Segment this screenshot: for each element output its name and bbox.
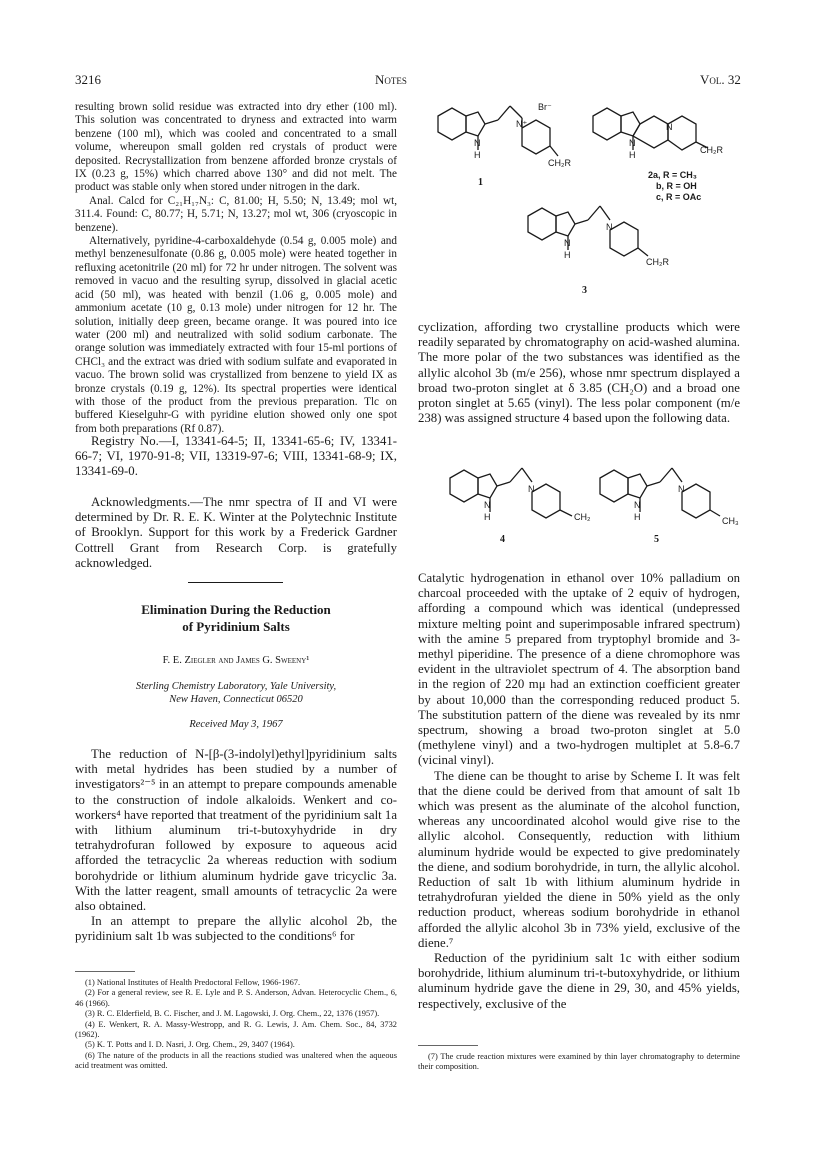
- bromide-label: Br⁻: [538, 102, 552, 112]
- indole-n-label: N: [629, 138, 636, 148]
- substituent-label: CH₃: [722, 516, 739, 526]
- previous-article-text: [75, 101, 397, 436]
- structure-4: [450, 468, 572, 518]
- acknowledgments-block: [75, 495, 397, 571]
- footnote: (4) E. Wenkert, R. A. Massy-Westropp, and R. G. Lewis, J. Am. Chem. Soc., 84, 3732 (1962).: [75, 1019, 397, 1040]
- nh-label: H: [634, 512, 641, 522]
- structure-5: [600, 468, 720, 518]
- affiliation-line: Sterling Chemistry Laboratory, Yale University,: [135, 681, 337, 692]
- substituent-label: CH₂R: [548, 158, 571, 168]
- footnotes-right: [418, 1052, 740, 1073]
- paragraph: Alternatively, pyridine-4-carboxaldehyde (0.54 g, 0.005 mole) and methyl benzenesulfonate (0.86 g, 0.005 mole) were heated together in refluxing acetonitrile (20 ml) for 72 hr under nitrogen. The solvent was removed in vacuo and the resulting syrup, dissolved in glacial acetic acid (50 ml), was heated with benzil (1.06 g, 0.005 mole) and ammonium acetate (10 g, 0.13 mole) under nitrogen for 12 hr. The solution, initially deep green, became orange. It was poured into ice water (200 ml) and neutralized with solid sodium carbonate. The orange solution was immediately extracted with four 15-ml portions of CHCl₃ and the extract was dried with sodium sulfate and evaporated in vacuo. The brown solid was crystallized from benzene to yield IX as bronze crystals (0.19 g, 12%). Its spectral properties were identical with those of the product from the previous preparation. Tlc on buffered Kieselguhr-G with pyridine elution showed only one spot from both preparations (Rf 0.87).: [75, 235, 397, 435]
- structures-mid: [440, 440, 740, 550]
- footnote: (7) The crude reaction mixtures were examined by thin layer chromatography to determine their composition.: [418, 1052, 740, 1072]
- substituent-label: CH₂: [574, 512, 591, 522]
- nh-label: H: [629, 150, 636, 160]
- acknowledgments: Acknowledgments.—The nmr spectra of II and VI were determined by Dr. R. E. K. Winter at the Polytechnic Institute of Brooklyn. Support for this work by a Frederick Gardner Cottrell Grant from Research Corp. is gratefully acknowledged.: [75, 495, 397, 570]
- compound-number: 5: [654, 534, 659, 545]
- structure-1: [438, 106, 558, 156]
- compound-number: 1: [478, 177, 483, 188]
- compound-variant: c, R = OAc: [656, 192, 702, 202]
- footnote: (6) The nature of the products in all the reactions studied was unaltered when the aqueous acid treatment was omitted.: [75, 1050, 397, 1071]
- page-number: 3216: [75, 72, 101, 87]
- received-date: Received May 3, 1967: [189, 719, 283, 730]
- footnote-rule: [418, 1045, 478, 1046]
- registry-block: [75, 434, 397, 480]
- footnote: (1) National Institutes of Health Predoctoral Fellow, 1966-1967.: [85, 978, 301, 987]
- amine-n-label: N: [678, 484, 685, 494]
- footnotes-left: [75, 978, 397, 1072]
- nh-label: H: [474, 150, 481, 160]
- article-body-left: [75, 747, 397, 945]
- paragraph: In an attempt to prepare the allylic alcohol 2b, the pyridinium salt 1b was subjected to the conditions⁶ for: [75, 914, 397, 944]
- paragraph: resulting brown solid residue was extracted into dry ether (100 ml). This solution was concentrated to dryness and extracted into warm benzene (100 ml), which was cooled and concentrated to a small volume, whereupon small golden red crystals of product were deposited. Recrystallization from benzene afforded bronze crystals of IX (0.23 g, 15%) which charred above 130° and did not melt. The product was stable only when stored under nitrogen in the dark.: [75, 101, 397, 194]
- affiliation-line: New Haven, Connecticut 06520: [169, 694, 303, 705]
- title-line: of Pyridinium Salts: [182, 619, 290, 634]
- volume-label: Vol. 32: [700, 72, 741, 87]
- compound-number: 3: [582, 285, 587, 296]
- registry-numbers: Registry No.—I, 13341-64-5; II, 13341-65-6; IV, 13341-66-7; VI, 1970-91-8; VII, 13319-97-6; VIII, 13341-68-9; IX, 13341-69-0.: [75, 434, 397, 479]
- title-line: Elimination During the Reduction: [141, 602, 331, 617]
- substituent-label: CH₂R: [646, 257, 669, 267]
- paragraph: cyclization, affording two crystalline products which were readily separated by chromatography on acid-washed alumina. The more polar of the two substances was identified as the allylic alcohol 3b (m/e 256), whose nmr spectrum displayed a broad two-proton singlet at δ 3.85 (CH₂O) and a broad one proton singlet at 5.65 (vinyl). The less polar component (m/e 238) was assigned structure 4 based upon the following data.: [418, 320, 740, 426]
- compound-number: 4: [500, 534, 505, 545]
- footnote: (2) For a general review, see R. E. Lyle and P. S. Anderson, Advan. Heterocyclic Chem., 6, 46 (1966).: [75, 988, 397, 1008]
- pyridinium-n-label: N⁺: [516, 119, 528, 129]
- nh-label: H: [564, 250, 571, 260]
- paragraph: The reduction of N-[β-(3-indolyl)ethyl]pyridinium salts with metal hydrides has been studied by a number of investigators²⁻⁵ in an attempt to prepare compounds amenable to the construction of indole alkaloids. Wenkert and co-workers⁴ have reported that treatment of the pyridinium salt 1a with lithium aluminum tri-t-butoxyhydride in dry tetrahydrofuran followed by exposure to aqueous acid afforded the tetracyclic 2a whereas reduction with sodium borohydride or lithium aluminum hydride gave tricyclic 3a. With the latter reagent, small amounts of tetracyclic 2a were also obtained.: [75, 747, 397, 914]
- structure-3: [528, 206, 648, 256]
- paragraph: The diene can be thought to arise by Scheme I. It was felt that the diene could be derived from that amount of salt 1b which was present as the aluminate of the alcohol function, whereas any uncoordinated alcohol would give rise to the allylic alcohol. Consequently, reduction with lithium aluminum hydride would be expected to give predominately the diene, and sodium borohydride, in turn, the allylic alcohol. Reduction of salt 1b with lithium aluminum hydride in tetrahydrofuran yielded the diene in 50% yield as the only reduction product, whereas sodium borohydride in ethanol afforded the allylic alcohol 3b in 73% yield, exclusive of the diene.⁷: [418, 768, 740, 950]
- article-body-right-mid: [418, 320, 740, 426]
- amine-n-label: N: [606, 222, 613, 232]
- amine-n-label: N: [666, 122, 673, 132]
- amine-n-label: N: [528, 484, 535, 494]
- compound-variant: b, R = OH: [656, 181, 697, 191]
- authors: F. E. Ziegler and James G. Sweeny¹: [162, 655, 310, 666]
- running-head: Notes: [375, 72, 407, 87]
- indole-n-label: N: [564, 238, 571, 248]
- paragraph: Catalytic hydrogenation in ethanol over 10% palladium on charcoal proceeded with the uptake of 2 equiv of hydrogen, affording a compound which was identical (undepressed mixture melting point and superimposable infrared spectrum) with the amine 5 prepared from tryptophyl bromide and 3-methyl piperidine. The presence of a diene chromophore was evident in the ultraviolet spectrum of 4. The absorption band in the region of 220 mμ had an extinction coefficient greater by about 10,000 than the corresponding reduced product 5. The substitution pattern of the diene was revealed by its nmr spectrum, showing a broad two-proton singlet at 5.0 (methylene vinyl) and a two-hydrogen multiplet at 5.8-6.7 (vicinal vinyl).: [418, 571, 740, 768]
- nh-label: H: [484, 512, 491, 522]
- structures-top: [418, 98, 748, 308]
- substituent-label: CH₂R: [700, 145, 723, 155]
- indole-n-label: N: [474, 138, 481, 148]
- affiliation: [75, 680, 397, 706]
- indole-n-label: N: [484, 500, 491, 510]
- footnote-rule: [75, 971, 135, 972]
- footnote: (3) R. C. Elderfield, B. C. Fischer, and J. M. Lagowski, J. Org. Chem., 22, 1376 (1957).: [85, 1009, 380, 1019]
- footnote: (5) K. T. Potts and I. D. Nasri, J. Org. Chem., 29, 3407 (1964).: [85, 1040, 295, 1050]
- indole-n-label: N: [634, 500, 641, 510]
- article-body-right-bottom: [418, 571, 740, 1012]
- paragraph: Reduction of the pyridinium salt 1c with either sodium borohydride, lithium aluminum tri-t-butoxyhydride, or lithium aluminum hydride gave the diene in 29, 30, and 45% yields, respectively, exclusive of the: [418, 951, 740, 1011]
- structure-2: [593, 108, 708, 150]
- separator-rule: [188, 582, 283, 583]
- article-title: [75, 601, 397, 635]
- compound-variant: 2a, R = CH₃: [648, 170, 697, 180]
- analysis-paragraph: Anal. Calcd for C₂₁H₁₇N₃: C, 81.00; H, 5.50; N, 13.49; mol wt, 311.4. Found: C, 80.77; H, 5.71; N, 13.27; mol wt, 306 (cryoscopic in benzene).: [75, 194, 397, 234]
